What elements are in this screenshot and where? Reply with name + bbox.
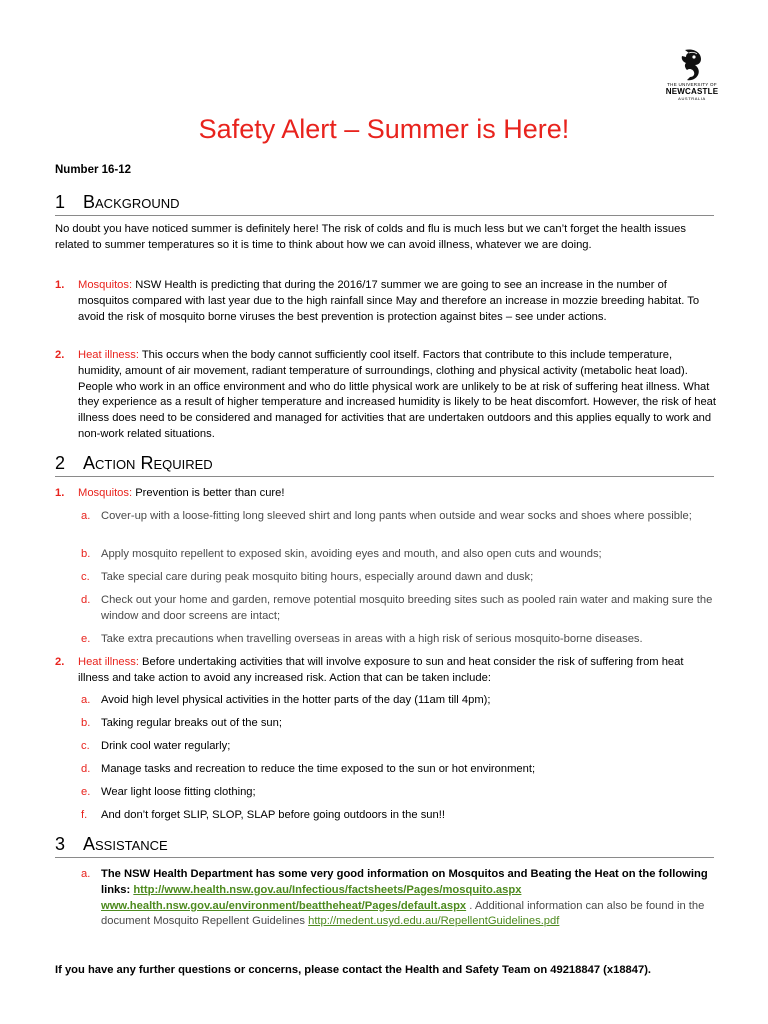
- beat-the-heat-link[interactable]: www.health.nsw.gov.au/environment/beattheheat/Pages/default.aspx: [101, 899, 467, 912]
- step-text: Take extra precautions when travelling overseas in areas with a high risk of serious mosquito-borne diseases.: [101, 633, 643, 645]
- action-item-heat-illness: [55, 655, 716, 687]
- section-title: Background: [83, 192, 180, 212]
- step-letter: e.: [81, 786, 91, 798]
- step-letter: a.: [81, 868, 91, 880]
- item-number: 1.: [55, 279, 65, 291]
- mosquito-step: [81, 509, 716, 525]
- item-label: Mosquitos:: [78, 487, 133, 499]
- mosquito-step: [81, 570, 716, 586]
- section-number: 1: [55, 192, 66, 212]
- step-text: And don’t forget SLIP, SLOP, SLAP before going outdoors in the sun!!: [101, 809, 445, 821]
- mosquito-step: [81, 547, 716, 563]
- repellent-guidelines-link[interactable]: http://medent.usyd.edu.au/RepellentGuidelines.pdf: [308, 915, 560, 928]
- section-number: 2: [55, 453, 66, 473]
- step-text: Avoid high level physical activities in the hotter parts of the day (11am till 4pm);: [101, 694, 491, 706]
- heat-step: [81, 785, 716, 801]
- section-title: Action Required: [83, 453, 213, 473]
- logo-line-1: THE UNIVERSITY OF: [667, 82, 717, 87]
- step-letter: b.: [81, 717, 91, 729]
- section-heading-background: [55, 190, 714, 216]
- mosquito-step: [81, 593, 716, 625]
- step-letter: c.: [81, 571, 90, 583]
- item-number: 2.: [55, 349, 65, 361]
- background-item-mosquitos: [55, 278, 716, 325]
- item-text: NSW Health is predicting that during the 2016/17 summer we are going to see an increase in the number of mosquitos compared with last year due to the high rainfall since May and therefore an increase in mozzie breeding habitat. To avoid the risk of mosquito borne viruses the best prevention is protection against bites – see under actions.: [78, 279, 700, 323]
- item-label: Heat illness:: [78, 349, 139, 361]
- logo-line-3: AUSTRALIA: [678, 96, 706, 101]
- step-letter: a.: [81, 694, 91, 706]
- section-number: 3: [55, 834, 66, 854]
- section-title: Assistance: [83, 834, 168, 854]
- step-letter: c.: [81, 740, 90, 752]
- step-text: Wear light loose fitting clothing;: [101, 786, 256, 798]
- assistance-text: The NSW Health Department has some very good information on Mosquitos and Beating the Heat on the following links:: [101, 868, 708, 896]
- heat-step: [81, 693, 716, 709]
- step-text: Take special care during peak mosquito biting hours, especially around dawn and dusk;: [101, 571, 534, 583]
- step-text: Cover-up with a loose-fitting long sleeved shirt and long pants when outside and wear socks and shoes where possible;: [101, 510, 692, 522]
- step-letter: f.: [81, 809, 88, 821]
- step-text: Check out your home and garden, remove potential mosquito breeding sites such as pooled rain water and making sure the window and door screens are intact;: [101, 594, 713, 622]
- heat-step: [81, 739, 716, 755]
- step-letter: e.: [81, 633, 91, 645]
- step-letter: d.: [81, 763, 91, 775]
- item-text: Before undertaking activities that will involve exposure to sun and heat consider the risk of suffering from heat illness and take action to avoid any increased risk. Action that can be taken include:: [78, 656, 684, 684]
- assistance-additional-text: . Additional information can also be found in the document Mosquito Repellent Guidelines: [101, 899, 705, 928]
- item-number: 1.: [55, 487, 65, 499]
- heat-step: [81, 808, 716, 824]
- item-text: This occurs when the body cannot sufficiently cool itself. Factors that contribute to this include temperature, humidity, amount of air movement, radiant temperature of surroundings, clothing and physical activity (metabolic heat load). People who work in an office environment and who do little physical work are unlikely to be at risk of suffering heat illness. What they experience as a result of higher temperature and increased humidity is likely to be heat discomfort. However, the risk of heat illness does need to be considered and managed for activities that are undertaken outdoors and this applies equally to work and non-work related situations.: [78, 349, 717, 440]
- seahorse-crest-icon: [679, 48, 705, 82]
- background-item-heat-illness: [55, 348, 717, 443]
- item-label: Mosquitos:: [78, 279, 133, 291]
- mosquito-step: [81, 632, 716, 648]
- heat-step: [81, 716, 716, 732]
- heat-step: [81, 762, 716, 778]
- alert-number: Number 16-12: [55, 164, 132, 176]
- university-logo: [664, 48, 720, 101]
- step-letter: d.: [81, 594, 91, 606]
- step-letter: b.: [81, 548, 91, 560]
- step-letter: a.: [81, 510, 91, 522]
- page-title: Safety Alert – Summer is Here!: [198, 114, 570, 144]
- mosquito-factsheet-link[interactable]: http://www.health.nsw.gov.au/Infectious/factsheets/Pages/mosquito.aspx: [133, 883, 522, 896]
- step-text: Drink cool water regularly;: [101, 740, 231, 752]
- item-text: Prevention is better than cure!: [132, 487, 285, 499]
- step-text: Taking regular breaks out of the sun;: [101, 717, 282, 729]
- item-label: Heat illness:: [78, 656, 139, 668]
- background-intro: No doubt you have noticed summer is definitely here! The risk of colds and flu is much less but we can’t forget the health issues related to summer temperatures so it is time to think about how we can avoid illness, whatever we are doing.: [55, 223, 686, 251]
- footer-contact: If you have any further questions or concerns, please contact the Health and Safety Team on 49218847 (x18847).: [55, 964, 652, 976]
- logo-line-2: NEWCASTLE: [665, 87, 719, 96]
- section-heading-assistance: [55, 832, 714, 858]
- step-text: Manage tasks and recreation to reduce the time exposed to the sun or hot environment;: [101, 763, 536, 775]
- item-number: 2.: [55, 656, 65, 668]
- action-item-mosquitos: [55, 486, 716, 502]
- assistance-item: [81, 867, 716, 930]
- step-text: Apply mosquito repellent to exposed skin, avoiding eyes and mouth, and also open cuts and wounds;: [101, 548, 602, 560]
- section-heading-action-required: [55, 451, 714, 477]
